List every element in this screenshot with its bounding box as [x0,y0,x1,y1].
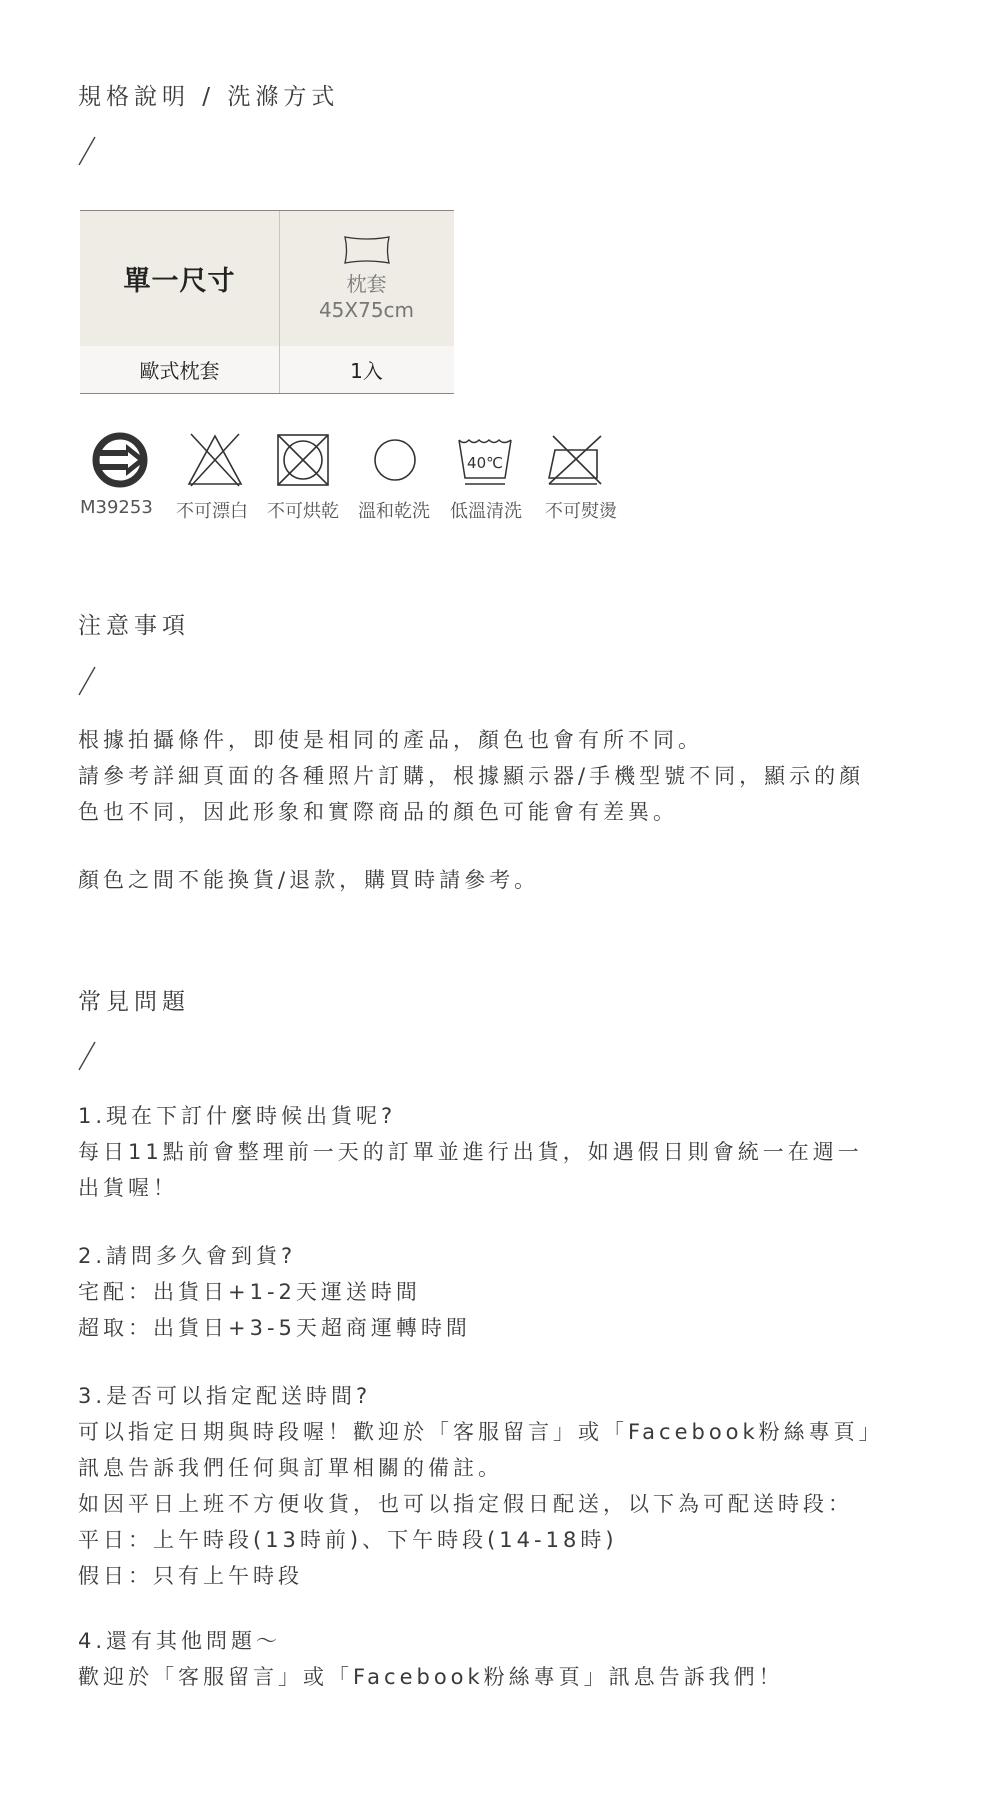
product-type-text: 枕套 [346,271,387,296]
pillow-icon [342,235,392,265]
faq-answer-line: 宅配：出貨日+1-2天運送時間 [78,1280,421,1304]
care-label-no-tumble-dry: 不可烘乾 [267,501,339,522]
size-header-cell: 單一尺寸 [80,211,279,346]
faq-answer-line: 出貨喔！ [78,1176,178,1200]
faq-answer-line: 每日11點前會整理前一天的訂單並進行出貨，如遇假日則會統一在週一 [78,1140,863,1164]
no-tumble-dry-icon [273,430,333,490]
faq-question: 4.還有其他問題～ [78,1629,282,1653]
slash-divider-icon [78,666,96,696]
care-label-wash: 低溫清洗 [450,501,522,522]
slash-divider-icon [78,1041,96,1071]
faq-answer-line: 如因平日上班不方便收貨，也可以指定假日配送，以下為可配送時段： [78,1492,853,1516]
faq-answer-line: 訊息告訴我們任何與訂單相關的備註。 [78,1456,503,1480]
slash-divider-icon [78,136,96,166]
spec-table [80,210,454,394]
notice-note [78,862,938,898]
faq-question: 3.是否可以指定配送時間? [78,1384,372,1408]
certification-mark-icon [90,430,150,490]
wash-40c-icon [455,430,515,490]
faq-answer-line: 可以指定日期與時段喔！歡迎於「客服留言」或「Facebook粉絲專頁」 [78,1420,884,1444]
faq-item-1 [78,1098,938,1206]
faq-answer-line: 平日：上午時段(13時前)、下午時段(14-18時) [78,1528,618,1552]
faq-answer-line: 假日：只有上午時段 [78,1564,303,1588]
table-divider [279,211,280,393]
spec-section-title: 規格說明 / 洗滌方式 [78,84,340,110]
care-label-no-bleach: 不可漂白 [176,501,248,522]
notice-section-title: 注意事項 [78,613,190,639]
row-label-cell: 歐式枕套 [80,346,279,393]
faq-item-3 [78,1378,938,1594]
faq-question: 2.請問多久會到貨? [78,1244,297,1268]
product-size-cell [279,211,454,346]
product-size-text: 45X75cm [318,297,415,322]
notice-text [78,722,938,830]
care-label-dry-clean: 溫和乾洗 [358,501,430,522]
faq-answer-line: 歡迎於「客服留言」或「Facebook粉絲專頁」訊息告訴我們！ [78,1665,784,1689]
notice-line: 色也不同，因此形象和實際商品的顏色可能會有差異。 [78,800,678,824]
care-label-no-iron: 不可熨燙 [545,501,617,522]
faq-section-title: 常見問題 [78,989,190,1015]
row-value-cell: 1入 [279,346,454,393]
notice-note-line: 顏色之間不能換貨/退款，購買時請參考。 [78,868,540,892]
faq-answer-line: 超取：出貨日+3-5天超商運轉時間 [78,1316,471,1340]
gentle-dry-clean-icon [365,430,425,490]
faq-item-4 [78,1623,938,1695]
wash-temp-label: 40℃ [467,454,503,472]
no-iron-icon [545,430,605,490]
care-label-certification: M39253 [80,497,153,518]
faq-question: 1.現在下訂什麼時候出貨呢? [78,1104,397,1128]
notice-line: 根據拍攝條件，即使是相同的產品，顏色也會有所不同。 [78,728,703,752]
notice-line: 請參考詳細頁面的各種照片訂購，根據顯示器/手機型號不同，顯示的顏 [78,764,865,788]
faq-item-2 [78,1238,938,1346]
no-bleach-icon [185,430,245,490]
